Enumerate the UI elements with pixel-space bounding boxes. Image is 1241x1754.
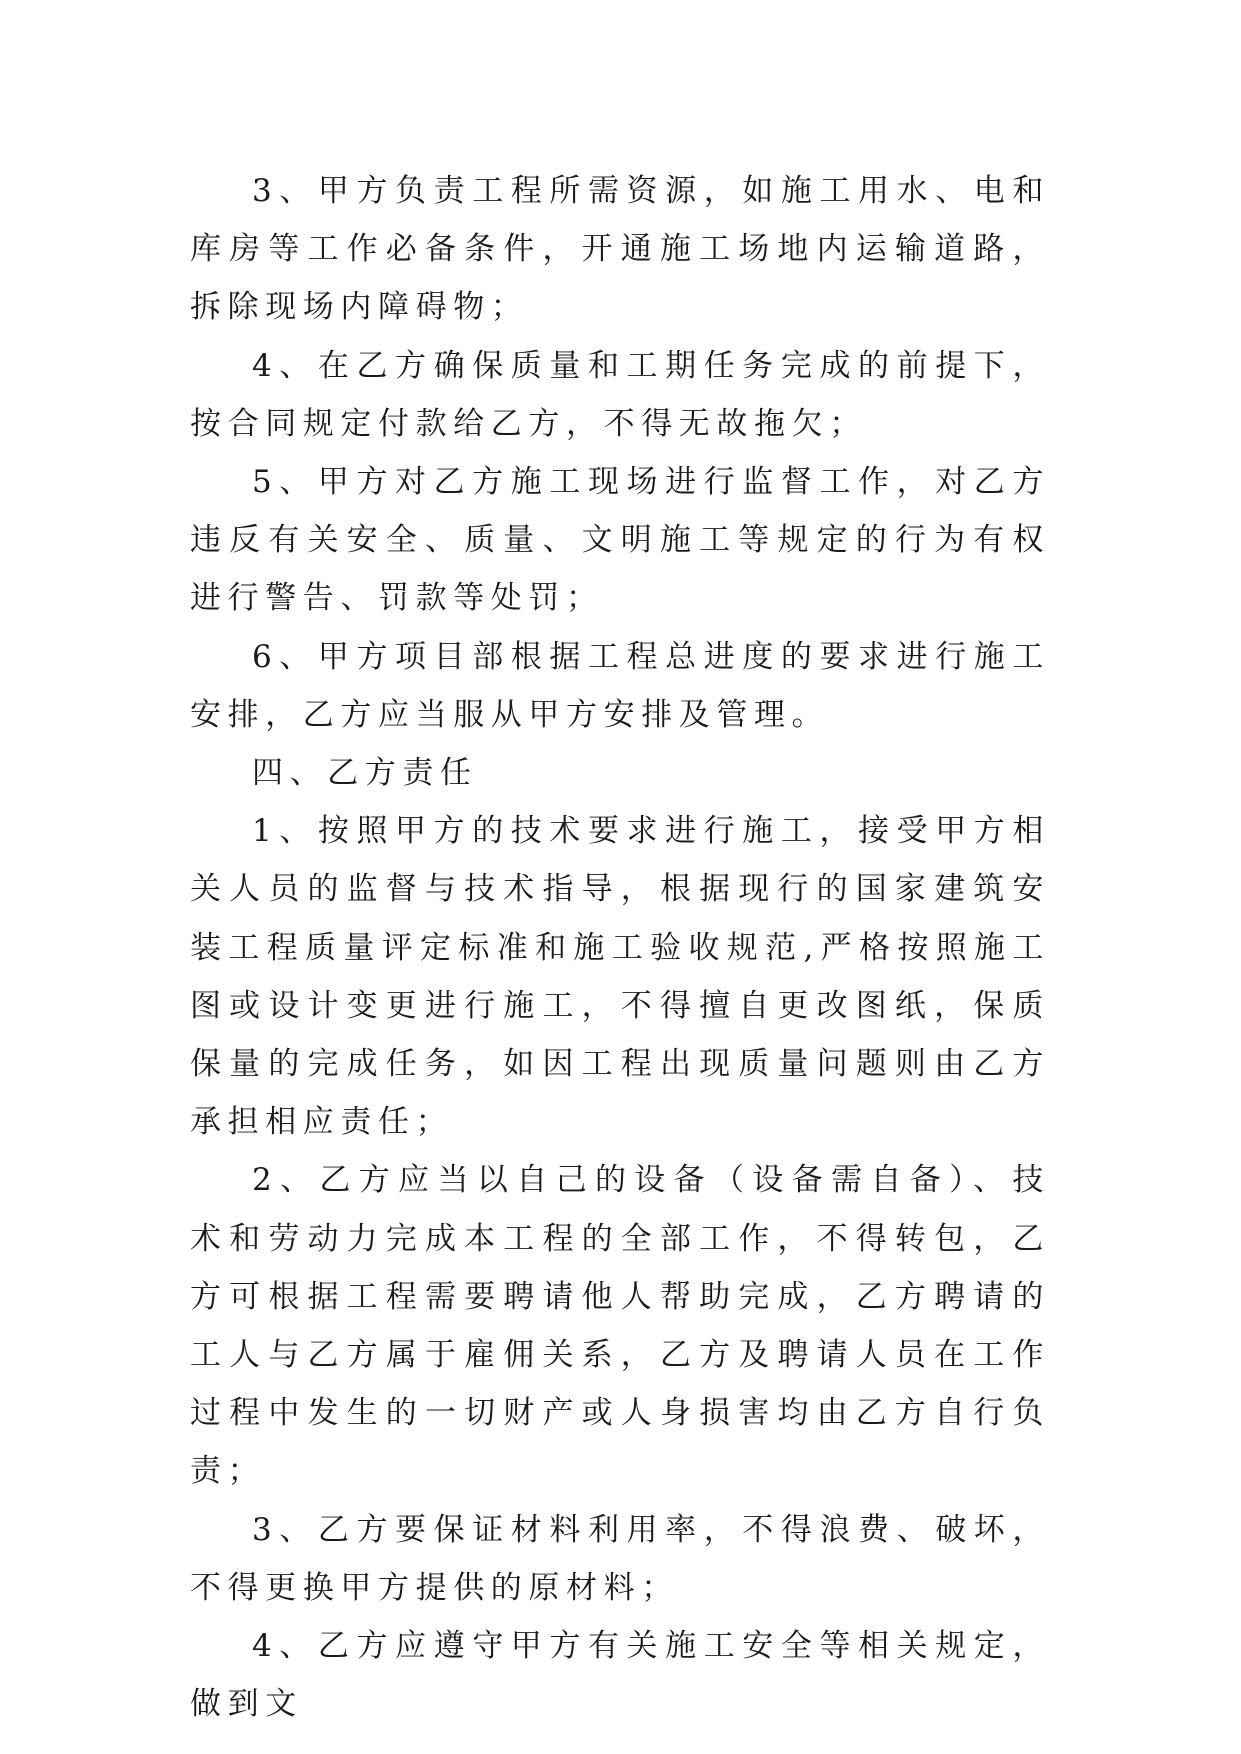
clause-4-party-a: 4、在乙方确保质量和工期任务完成的前提下，按合同规定付款给乙方，不得无故拖欠； [190, 347, 1050, 442]
document-body [190, 162, 1050, 1733]
clause-6-party-a: 6、甲方项目部根据工程总进度的要求进行施工安排，乙方应当服从甲方安排及管理。 [190, 638, 1050, 733]
clause-2-party-b: 2、乙方应当以自己的设备（设备需自备）、技术和劳动力完成本工程的全部工作，不得转包，乙方可根据工程需要聘请他人帮助完成，乙方聘请的工人与乙方属于雇佣关系，乙方及聘请人员在工作过程中发生的一切财产或人身损害均由乙方自行负责； [190, 1162, 1050, 1490]
clause-3-party-b: 3、乙方要保证材料利用率，不得浪费、破坏，不得更换甲方提供的原材料； [190, 1511, 1050, 1606]
clause-3-party-a: 3、甲方负责工程所需资源，如施工用水、电和库房等工作必备条件，开通施工场地内运输道路，拆除现场内障碍物； [190, 173, 1050, 326]
clause-5-party-a: 5、甲方对乙方施工现场进行监督工作，对乙方违反有关安全、质量、文明施工等规定的行为有权进行警告、罚款等处罚； [190, 464, 1050, 617]
section-heading-party-b: 四、乙方责任 [252, 755, 478, 792]
clause-4-party-b: 4、乙方应遵守甲方有关施工安全等相关规定，做到文 [190, 1628, 1050, 1723]
clause-1-party-b: 1、按照甲方的技术要求进行施工，接受甲方相关人员的监督与技术指导，根据现行的国家建筑安装工程质量评定标准和施工验收规范,严格按照施工图或设计变更进行施工，不得擅自更改图纸，保质保量的完成任务，如因工程出现质量问题则由乙方承担相应责任； [190, 813, 1050, 1141]
